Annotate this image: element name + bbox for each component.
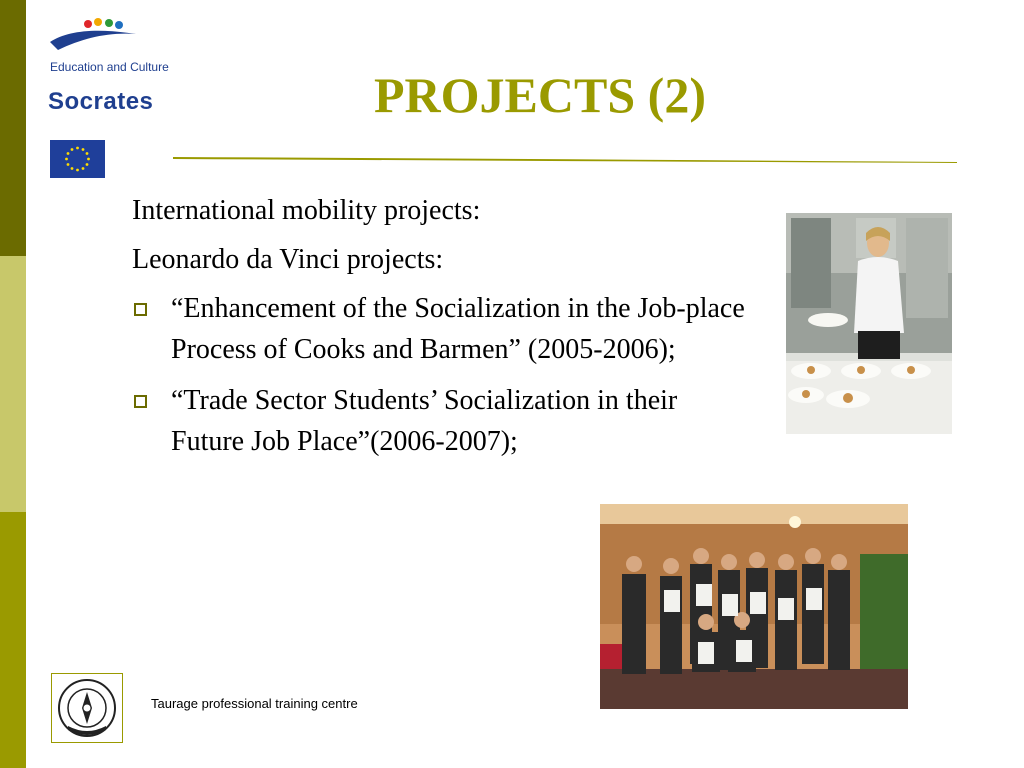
title-divider <box>173 153 957 165</box>
organization-label: Education and Culture <box>50 60 169 74</box>
waitress-photo <box>786 213 952 434</box>
sidebar-band-bottom <box>0 512 26 768</box>
program-label: Socrates <box>48 88 154 115</box>
sidebar-band-top <box>0 0 26 256</box>
intro-line-2: Leonardo da Vinci projects: <box>132 244 444 275</box>
bullet-list <box>132 288 752 462</box>
footer-caption: Taurage professional training centre <box>151 696 358 711</box>
sidebar-band-middle <box>0 256 26 512</box>
square-bullet-icon <box>134 303 147 316</box>
eu-flag-icon <box>50 140 105 178</box>
bullet-text: “Trade Sector Students’ Socialization in their Future Job Place”(2006-2007); <box>171 385 678 457</box>
square-bullet-icon <box>134 395 147 408</box>
list-item <box>132 288 752 370</box>
intro-line-1: International mobility projects: <box>132 195 481 226</box>
slide-title: PROJECTS (2) <box>374 67 706 123</box>
group-certificates-photo <box>600 504 908 709</box>
training-centre-seal-icon <box>51 673 123 743</box>
slide-content <box>132 190 752 472</box>
bullet-text: “Enhancement of the Socialization in the Job-place Process of Cooks and Barmen” (2005-2006); <box>171 293 745 365</box>
list-item <box>132 380 752 462</box>
education-culture-logo-icon <box>48 16 143 56</box>
